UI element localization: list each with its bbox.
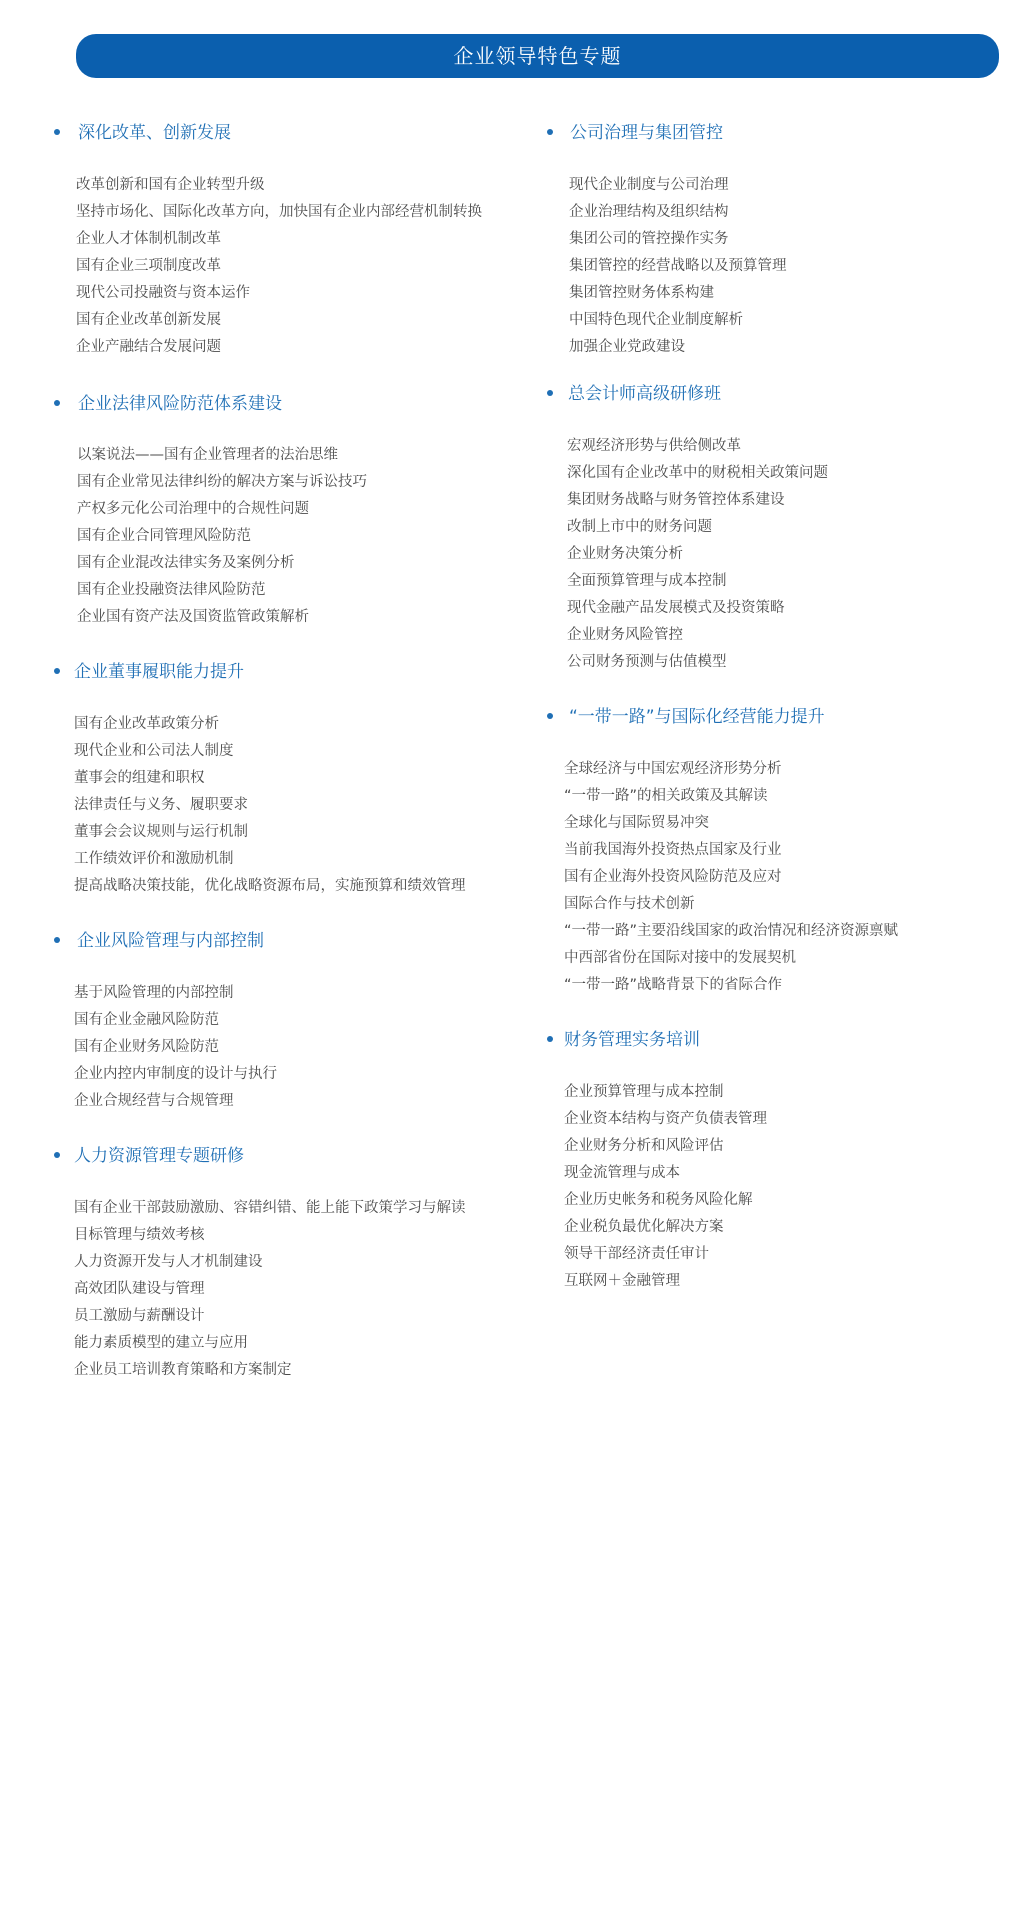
bullet-icon <box>547 1036 553 1042</box>
list-item: 国有企业混改法律实务及案例分析 <box>77 555 295 571</box>
list-item: 企业合规经营与合规管理 <box>74 1093 234 1109</box>
list-item: 国有企业常见法律纠纷的解决方案与诉讼技巧 <box>77 474 367 490</box>
list-item: 企业财务分析和风险评估 <box>564 1138 724 1154</box>
list-item: 坚持市场化、国际化改革方向，加快国有企业内部经营机制转换 <box>76 204 482 220</box>
list-item: 企业历史帐务和税务风险化解 <box>564 1192 753 1208</box>
list-item: 国有企业合同管理风险防范 <box>77 528 251 544</box>
list-item: 目标管理与绩效考核 <box>74 1227 205 1243</box>
list-item: 加强企业党政建设 <box>569 339 685 355</box>
list-item: 国有企业海外投资风险防范及应对 <box>564 869 782 885</box>
list-item: 现代金融产品发展模式及投资策略 <box>567 600 785 616</box>
list-item: 集团管控的经营战略以及预算管理 <box>569 258 787 274</box>
list-item: 董事会的组建和职权 <box>74 770 205 786</box>
list-item: 企业财务决策分析 <box>567 546 683 562</box>
list-item: “一带一路”的相关政策及其解读 <box>564 788 768 804</box>
section-title: 企业风险管理与内部控制 <box>77 931 264 951</box>
list-item: 国有企业干部鼓励激励、容错纠错、能上能下政策学习与解读 <box>74 1200 466 1216</box>
bullet-icon <box>547 390 553 396</box>
list-item: 宏观经济形势与供给侧改革 <box>567 438 741 454</box>
list-item: 深化国有企业改革中的财税相关政策问题 <box>567 465 828 481</box>
list-item: 员工激励与薪酬设计 <box>74 1308 205 1324</box>
list-item: 产权多元化公司治理中的合规性问题 <box>77 501 309 517</box>
topic-list <box>77 442 367 631</box>
list-item: 董事会会议规则与运行机制 <box>74 824 248 840</box>
list-item: 中国特色现代企业制度解析 <box>569 312 743 328</box>
list-item: 以案说法——国有企业管理者的法治思维 <box>77 447 338 463</box>
list-item: 改革创新和国有企业转型升级 <box>76 177 265 193</box>
bullet-icon <box>54 129 60 135</box>
list-item: 工作绩效评价和激励机制 <box>74 851 234 867</box>
list-item: 人力资源开发与人才机制建设 <box>74 1254 263 1270</box>
section-title: “一带一路”与国际化经营能力提升 <box>569 707 825 727</box>
list-item: 集团财务战略与财务管控体系建设 <box>567 492 785 508</box>
topic-list <box>74 980 277 1115</box>
section-title: 公司治理与集团管控 <box>570 123 723 143</box>
list-item: 能力素质模型的建立与应用 <box>74 1335 248 1351</box>
list-item: 全球经济与中国宏观经济形势分析 <box>564 761 782 777</box>
list-item: 互联网＋金融管理 <box>564 1273 680 1289</box>
list-item: “一带一路”主要沿线国家的政治情况和经济资源禀赋 <box>564 923 899 939</box>
topic-list <box>569 172 787 361</box>
list-item: 中西部省份在国际对接中的发展契机 <box>564 950 796 966</box>
list-item: 公司财务预测与估值模型 <box>567 654 727 670</box>
topic-list <box>74 711 466 900</box>
list-item: 国有企业财务风险防范 <box>74 1039 219 1055</box>
topic-list <box>564 1079 767 1295</box>
list-item: 企业财务风险管控 <box>567 627 683 643</box>
list-item: 企业内控内审制度的设计与执行 <box>74 1066 277 1082</box>
list-item: 国有企业三项制度改革 <box>76 258 221 274</box>
list-item: 现代企业和公司法人制度 <box>74 743 234 759</box>
list-item: 企业国有资产法及国资监管政策解析 <box>77 609 309 625</box>
section-title: 财务管理实务培训 <box>564 1030 700 1050</box>
list-item: 集团管控财务体系构建 <box>569 285 714 301</box>
bullet-icon <box>547 129 553 135</box>
list-item: 基于风险管理的内部控制 <box>74 985 234 1001</box>
list-item: 全面预算管理与成本控制 <box>567 573 727 589</box>
bullet-icon <box>547 713 553 719</box>
list-item: 企业资本结构与资产负债表管理 <box>564 1111 767 1127</box>
section-title: 企业董事履职能力提升 <box>74 662 244 682</box>
list-item: 全球化与国际贸易冲突 <box>564 815 709 831</box>
topic-list <box>567 433 828 676</box>
list-item: 国有企业金融风险防范 <box>74 1012 219 1028</box>
section-title: 人力资源管理专题研修 <box>74 1146 244 1166</box>
topic-list <box>564 756 898 999</box>
list-item: 改制上市中的财务问题 <box>567 519 712 535</box>
section-title: 企业法律风险防范体系建设 <box>78 394 282 414</box>
list-item: 企业人才体制机制改革 <box>76 231 221 247</box>
list-item: 企业治理结构及组织结构 <box>569 204 729 220</box>
list-item: 国际合作与技术创新 <box>564 896 695 912</box>
list-item: 国有企业改革创新发展 <box>76 312 221 328</box>
bullet-icon <box>54 1152 60 1158</box>
topic-list <box>74 1195 466 1384</box>
page-title-banner: 企业领导特色专题 <box>76 34 999 78</box>
list-item: 高效团队建设与管理 <box>74 1281 205 1297</box>
list-item: 领导干部经济责任审计 <box>564 1246 709 1262</box>
list-item: 企业预算管理与成本控制 <box>564 1084 724 1100</box>
topic-list <box>76 172 482 361</box>
list-item: 企业税负最优化解决方案 <box>564 1219 724 1235</box>
list-item: 国有企业投融资法律风险防范 <box>77 582 266 598</box>
list-item: 现金流管理与成本 <box>564 1165 680 1181</box>
bullet-icon <box>54 668 60 674</box>
bullet-icon <box>54 400 60 406</box>
list-item: 当前我国海外投资热点国家及行业 <box>564 842 782 858</box>
list-item: 集团公司的管控操作实务 <box>569 231 729 247</box>
list-item: 提高战略决策技能，优化战略资源布局，实施预算和绩效管理 <box>74 878 466 894</box>
bullet-icon <box>54 937 60 943</box>
section-title: 深化改革、创新发展 <box>78 123 231 143</box>
list-item: 现代公司投融资与资本运作 <box>76 285 250 301</box>
list-item: “一带一路”战略背景下的省际合作 <box>564 977 783 993</box>
list-item: 企业员工培训教育策略和方案制定 <box>74 1362 292 1378</box>
list-item: 法律责任与义务、履职要求 <box>74 797 248 813</box>
section-title: 总会计师高级研修班 <box>568 384 721 404</box>
list-item: 国有企业改革政策分析 <box>74 716 219 732</box>
list-item: 现代企业制度与公司治理 <box>569 177 729 193</box>
list-item: 企业产融结合发展问题 <box>76 339 221 355</box>
